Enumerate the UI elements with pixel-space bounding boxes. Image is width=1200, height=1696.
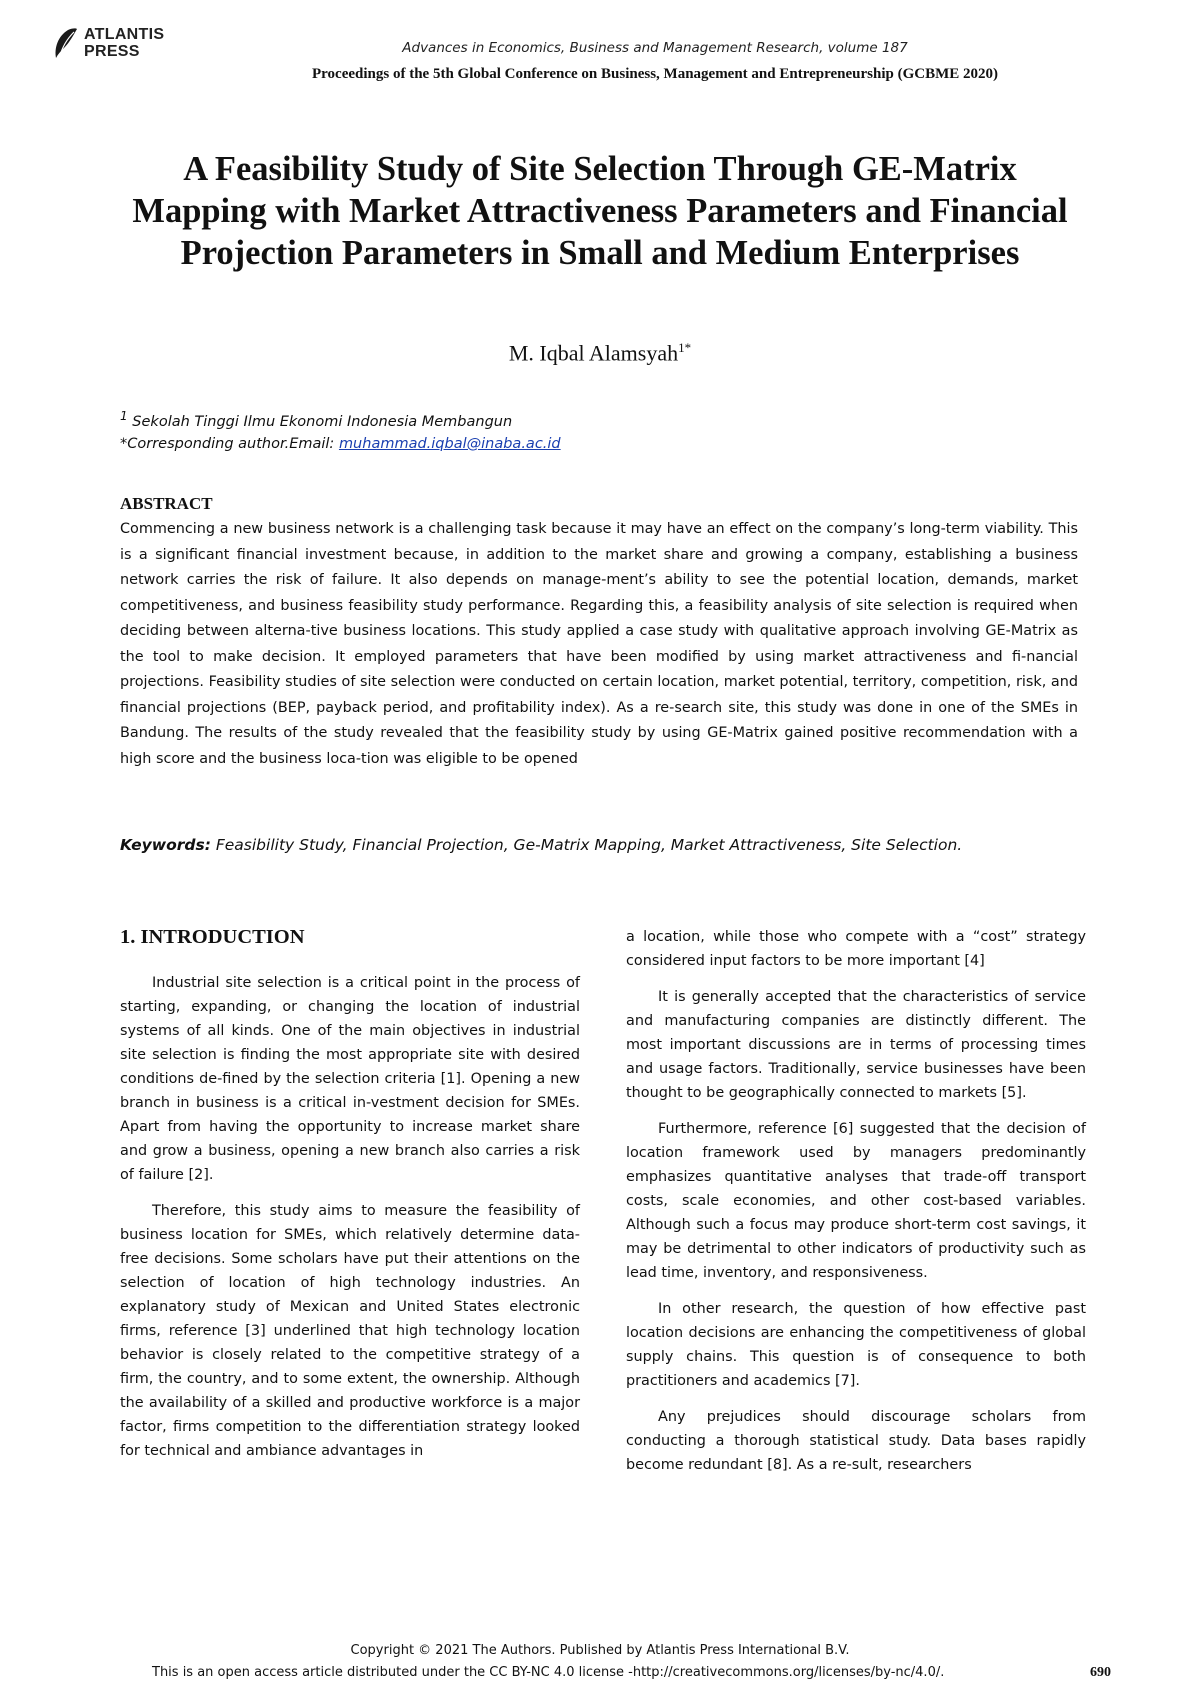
logo-line1: ATLANTIS [84,26,165,43]
intro-paragraph: Industrial site selection is a critical point in the process of starting, expanding, or changing the location of industrial systems of all kinds. One of the main objectives in industrial site selection is finding the most appropriate site with desired conditions de-fined by the selection criteria [1]. Opening a new branch in business is a critical in-vestment decision for SMEs. Apart from having the opportunity to increase market share and grow a business, opening a new branch also carries a risk of failure [2]. [120,975,580,1183]
email-link[interactable]: muhammad.iqbal@inaba.ac.id [338,435,561,452]
author-sup: 1* [678,340,692,355]
affiliation-block [120,405,561,455]
section-heading-introduction: 1. INTRODUCTION [120,926,305,948]
corresponding-label: *Corresponding author.Email: [120,435,339,452]
left-column [120,925,580,1475]
page-number: 690 [1090,1665,1111,1680]
journal-name: Advances in Economics, Business and Management Research, volume 187 [402,40,908,56]
affiliation-sup: 1 [120,409,128,423]
affiliation [120,405,561,433]
intro-paragraph: It is generally accepted that the characteristics of service and manufacturing companies are distinctly different. The most important discussions are in terms of processing times and usage factors. Traditionally, service businesses have been thought to be geographically connected to markets [5]. [626,989,1086,1101]
intro-paragraph-continued: a location, while those who compete with a “cost” strategy considered input factors to be more important [4] [626,929,1086,969]
logo-line2: PRESS [84,43,140,60]
intro-paragraph: In other research, the question of how effective past location decisions are enhancing the competitiveness of global supply chains. This question is of consequence to both practitioners and academics [7]. [626,1301,1086,1389]
keywords [120,832,1078,858]
abstract-text: Commencing a new business network is a challenging task because it may have an effect on the company’s long-term viability. This is a significant financial investment because, in addition to the market share and growing a company, establishing a business network carries the risk of failure. It also depends on manage-ment’s ability to see the potential location, demands, market competitiveness, and business feasibility study performance. Regarding this, a feasibility analysis of site selection is required when deciding between alterna-tive business locations. This study applied a case study with qualitative approach involving GE-Matrix as the tool to make decision. It employed parameters that have been modified by using market attractiveness and fi-nancial projections. Feasibility studies of site selection were conducted on certain location, market potential, territory, competition, risk, and financial projections (BEP, payback period, and profitability index). As a re-search site, this study was done in one of the SMEs in Bandung. The results of the study revealed that the feasibility study by using GE-Matrix gained positive recommendation with a high score and the business loca-tion was eligible to be opened [120,521,1078,767]
abstract-heading: ABSTRACT [120,494,213,513]
author-name: M. Iqbal Alamsyah [508,340,679,366]
keywords-label: Keywords: [120,836,211,854]
right-column [626,925,1086,1489]
intro-paragraph: Therefore, this study aims to measure the feasibility of business location for SMEs, which relatively determine data-free decisions. Some scholars have put their attentions on the selection of location of high technology industries. An explanatory study of Mexican and United States electronic firms, reference [3] underlined that high technology location behavior is closely related to the competitive strategy of a firm, the country, and to some extent, the ownership. Although the availability of a skilled and productive workforce is a major factor, firms competition to the differentiation strategy looked for technical and ambiance advantages in [120,1203,580,1459]
copyright-notice: Copyright © 2021 The Authors. Published by Atlantis Press International B.V. [350,1643,850,1658]
proceedings-name: Proceedings of the 5th Global Conference on Business, Management and Entrepreneurship (GCBME 2020) [312,66,998,82]
keywords-text: Feasibility Study, Financial Projection, Ge-Matrix Mapping, Market Attractiveness, Site Selection. [210,836,963,854]
intro-paragraph: Furthermore, reference [6] suggested that the decision of location framework used by managers predominantly emphasizes quantitative analyses that trade-off transport costs, scale economies, and other cost-based variables. Although such a focus may produce short-term cost savings, it may be detrimental to other indicators of productivity such as lead time, inventory, and responsiveness. [626,1121,1086,1281]
paper-title: A Feasibility Study of Site Selection Through GE-Matrix Mapping with Market Attractiveness Parameters and Financial Projection Parameters in Small and Medium Enterprises [132,150,1068,272]
corresponding-author [120,433,561,455]
affiliation-institution: Sekolah Tinggi Ilmu Ekonomi Indonesia Membangun [132,413,513,430]
author [0,340,1200,366]
license-notice: This is an open access article distributed under the CC BY-NC 4.0 license -http://creativecommons.org/licenses/by-nc/4.0/. [152,1665,945,1680]
intro-paragraph: Any prejudices should discourage scholars from conducting a thorough statistical study. Data bases rapidly become redundant [8]. As a re-sult, researchers [626,1409,1086,1473]
